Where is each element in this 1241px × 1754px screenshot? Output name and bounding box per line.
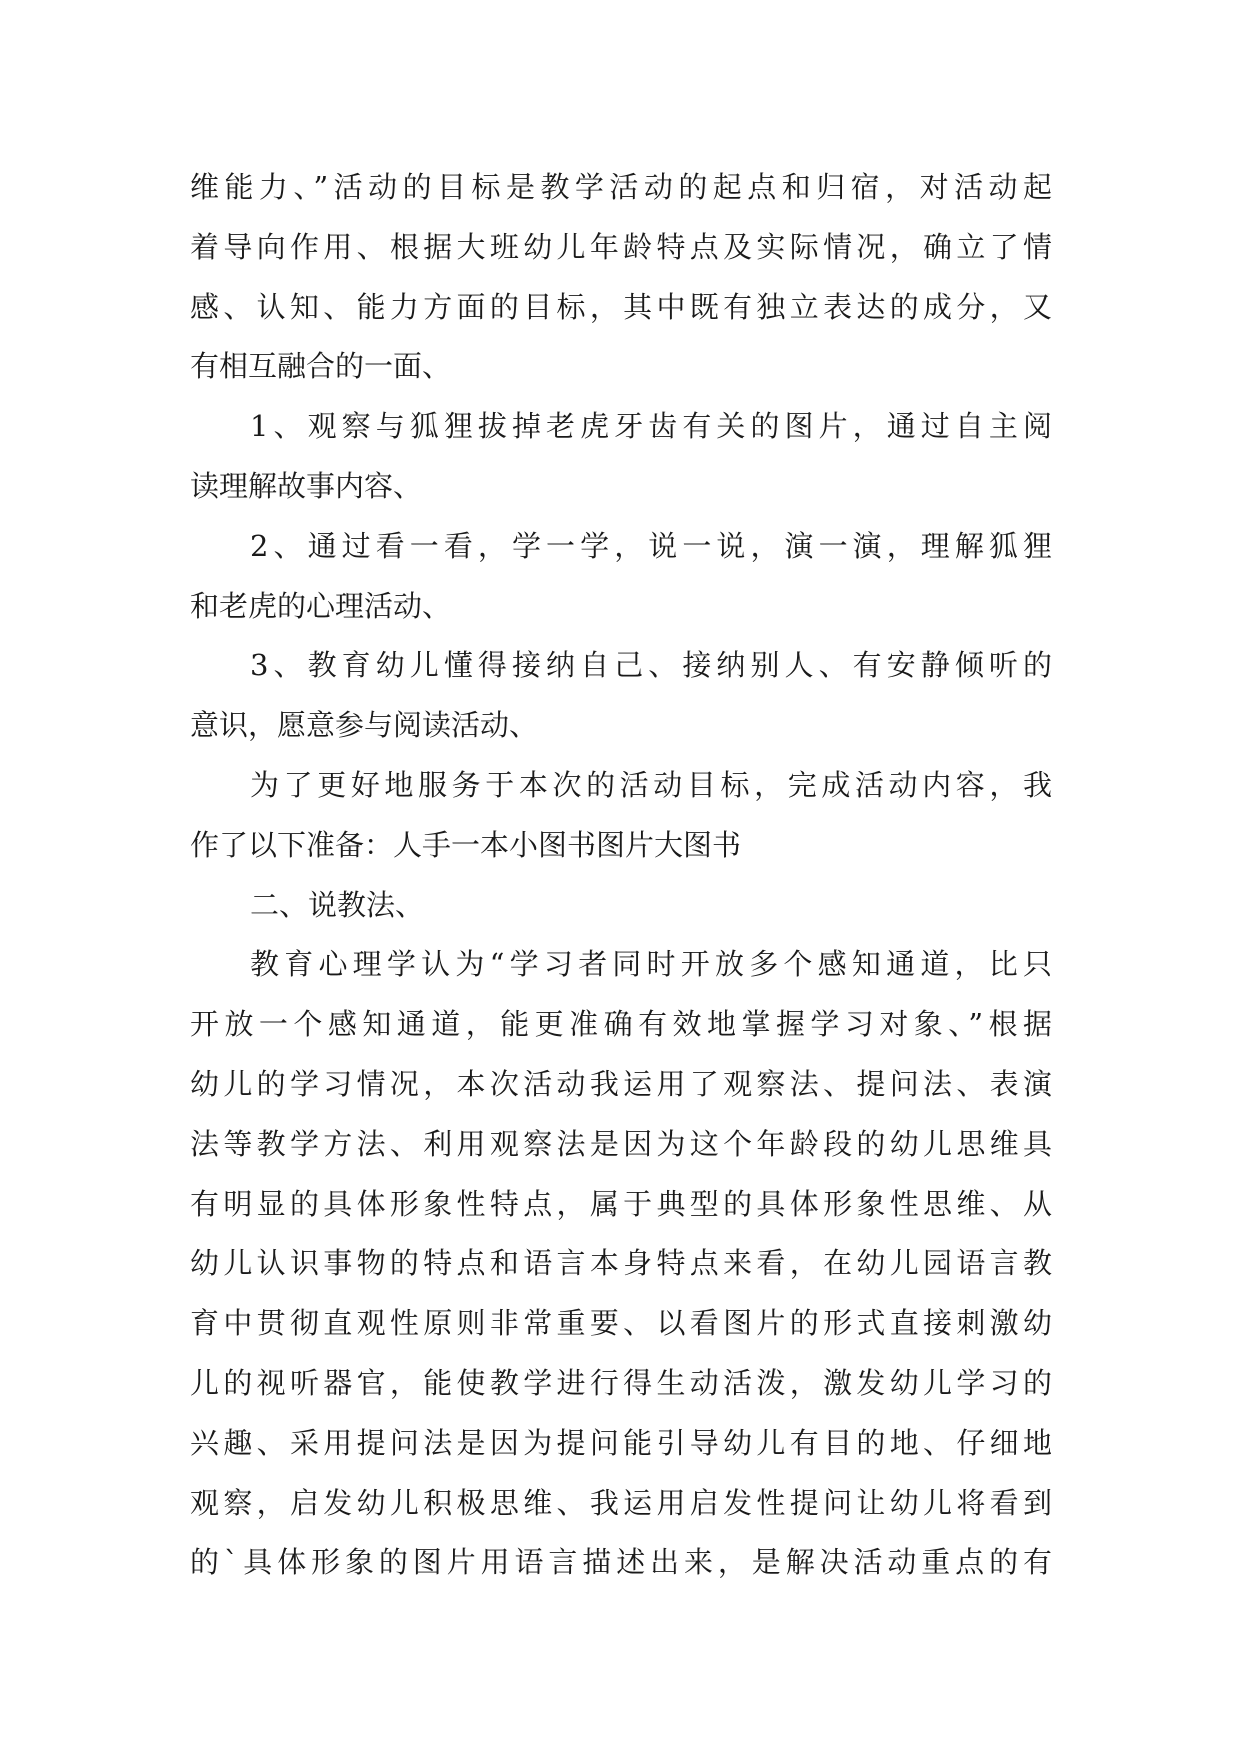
text-line: 1、观察与狐狸拔掉老虎牙齿有关的图片，通过自主阅: [250, 409, 1052, 444]
text-line: 幼儿认识事物的特点和语言本身特点来看，在幼儿园语言教: [190, 1246, 1052, 1281]
text-line: 幼儿的学习情况，本次活动我运用了观察法、提问法、表演: [190, 1066, 1052, 1101]
text-line: 观察，启发幼儿积极思维、我运用启发性提问让幼儿将看到: [190, 1485, 1052, 1520]
text-line: 开放一个感知通道，能更准确有效地掌握学习对象、”根据: [190, 1007, 1052, 1042]
text-line: 的`具体形象的图片用语言描述出来，是解决活动重点的有: [190, 1545, 1052, 1580]
text-line: 为了更好地服务于本次的活动目标，完成活动内容，我: [250, 767, 1052, 802]
text-line: 儿的视听器官，能使教学进行得生动活泼，激发幼儿学习的: [190, 1365, 1052, 1400]
text-line: 作了以下准备：人手一本小图书图片大图书: [190, 827, 742, 862]
text-line: 意识，愿意参与阅读活动、: [190, 708, 539, 743]
text-line: 2、通过看一看，学一学，说一说，演一演，理解狐狸: [250, 528, 1052, 563]
text-line: 法等教学方法、利用观察法是因为这个年龄段的幼儿思维具: [190, 1126, 1052, 1161]
text-line: 有明显的具体形象性特点，属于典型的具体形象性思维、从: [190, 1186, 1052, 1221]
text-line: 二、说教法、: [250, 887, 425, 922]
text-line: 教育心理学认为“学习者同时开放多个感知通道，比只: [250, 947, 1052, 982]
text-line: 有相互融合的一面、: [190, 349, 452, 384]
text-line: 着导向作用、根据大班幼儿年龄特点及实际情况，确立了情: [190, 229, 1052, 264]
text-line: 读理解故事内容、: [190, 468, 423, 503]
text-line: 和老虎的心理活动、: [190, 588, 452, 623]
document-body: [190, 158, 1052, 1593]
text-line: 感、认知、能力方面的目标，其中既有独立表达的成分，又: [190, 289, 1052, 324]
text-line: 维能力、”活动的目标是教学活动的起点和归宿，对活动起: [190, 170, 1052, 204]
text-line: 3、教育幼儿懂得接纳自己、接纳别人、有安静倾听的: [250, 648, 1052, 683]
text-line: 兴趣、采用提问法是因为提问能引导幼儿有目的地、仔细地: [190, 1425, 1052, 1460]
text-line: 育中贯彻直观性原则非常重要、以看图片的形式直接刺激幼: [190, 1306, 1052, 1341]
